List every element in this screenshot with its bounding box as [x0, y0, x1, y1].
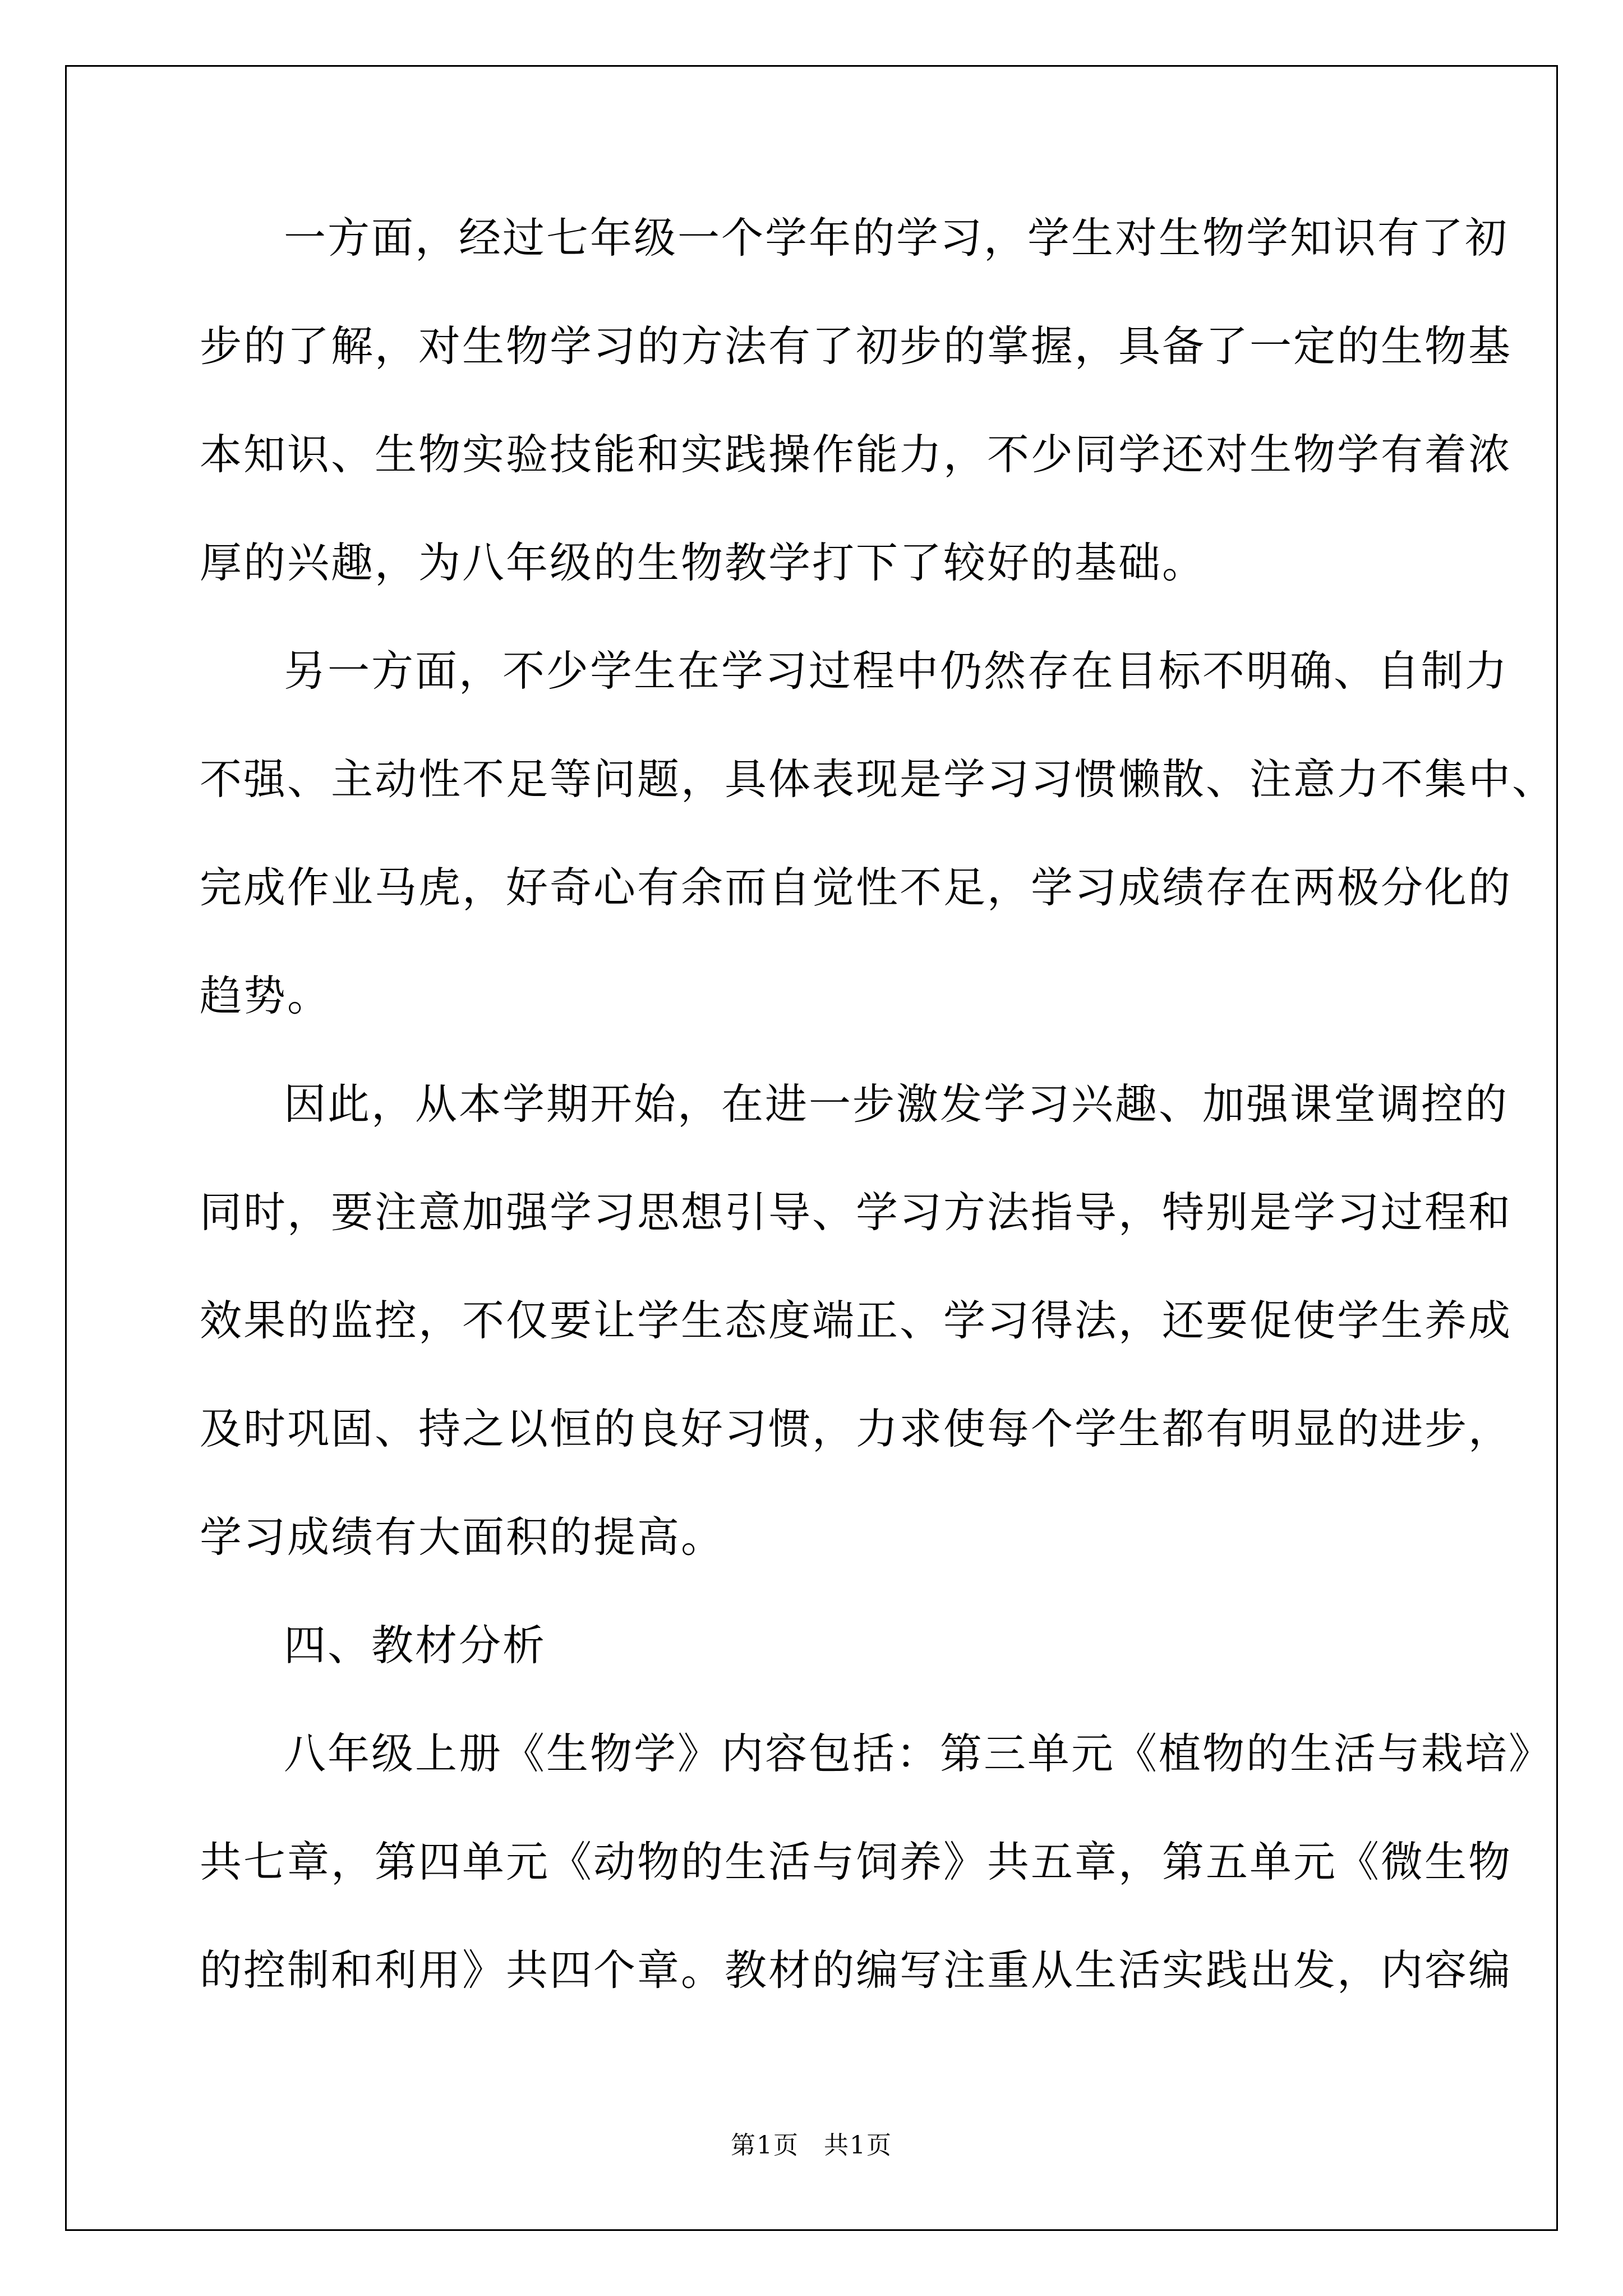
paragraph-4-line-1: 八年级上册《生物学》内容包括：第三单元《植物的生活与栽培》 [284, 1729, 1553, 1778]
paragraph-2-line-2: 不强、主动性不足等问题，具体表现是学习习惯懒散、注意力不集中、 [200, 754, 1556, 804]
page-footer [0, 2125, 1623, 2161]
paragraph-3-line-2: 同时，要注意加强学习思想引导、学习方法指导，特别是学习过程和 [200, 1188, 1513, 1237]
paragraph-1-line-2: 步的了解，对生物学习的方法有了初步的掌握，具备了一定的生物基 [200, 321, 1513, 371]
paragraph-4-line-3: 的控制和利用》共四个章。教材的编写注重从生活实践出发，内容编 [200, 1945, 1513, 1995]
paragraph-3-line-5: 学习成绩有大面积的提高。 [200, 1512, 725, 1562]
paragraph-4-line-2: 共七章，第四单元《动物的生活与饲养》共五章，第五单元《微生物 [200, 1837, 1513, 1887]
paragraph-2-line-1: 另一方面，不少学生在学习过程中仍然存在目标不明确、自制力 [284, 646, 1509, 696]
paragraph-1-line-4: 厚的兴趣，为八年级的生物教学打下了较好的基础。 [200, 538, 1206, 587]
page-border [65, 65, 1558, 2231]
paragraph-3-line-3: 效果的监控，不仅要让学生态度端正、学习得法，还要促使学生养成 [200, 1296, 1513, 1345]
page-number: 第1页 [731, 2131, 799, 2160]
paragraph-2-line-3: 完成作业马虎，好奇心有余而自觉性不足，学习成绩存在两极分化的 [200, 863, 1513, 912]
paragraph-1-line-3: 本知识、生物实验技能和实践操作能力，不少同学还对生物学有着浓 [200, 430, 1513, 479]
page-total: 共1页 [824, 2131, 892, 2160]
paragraph-3-line-1: 因此，从本学期开始，在进一步激发学习兴趣、加强课堂调控的 [284, 1079, 1509, 1129]
paragraph-1-line-1: 一方面，经过七年级一个学年的学习，学生对生物学知识有了初 [284, 213, 1509, 263]
paragraph-3-line-4: 及时巩固、持之以恒的良好习惯，力求使每个学生都有明显的进步， [200, 1404, 1513, 1453]
section-heading: 四、教材分析 [284, 1621, 547, 1670]
paragraph-2-line-4: 趋势。 [200, 971, 331, 1020]
